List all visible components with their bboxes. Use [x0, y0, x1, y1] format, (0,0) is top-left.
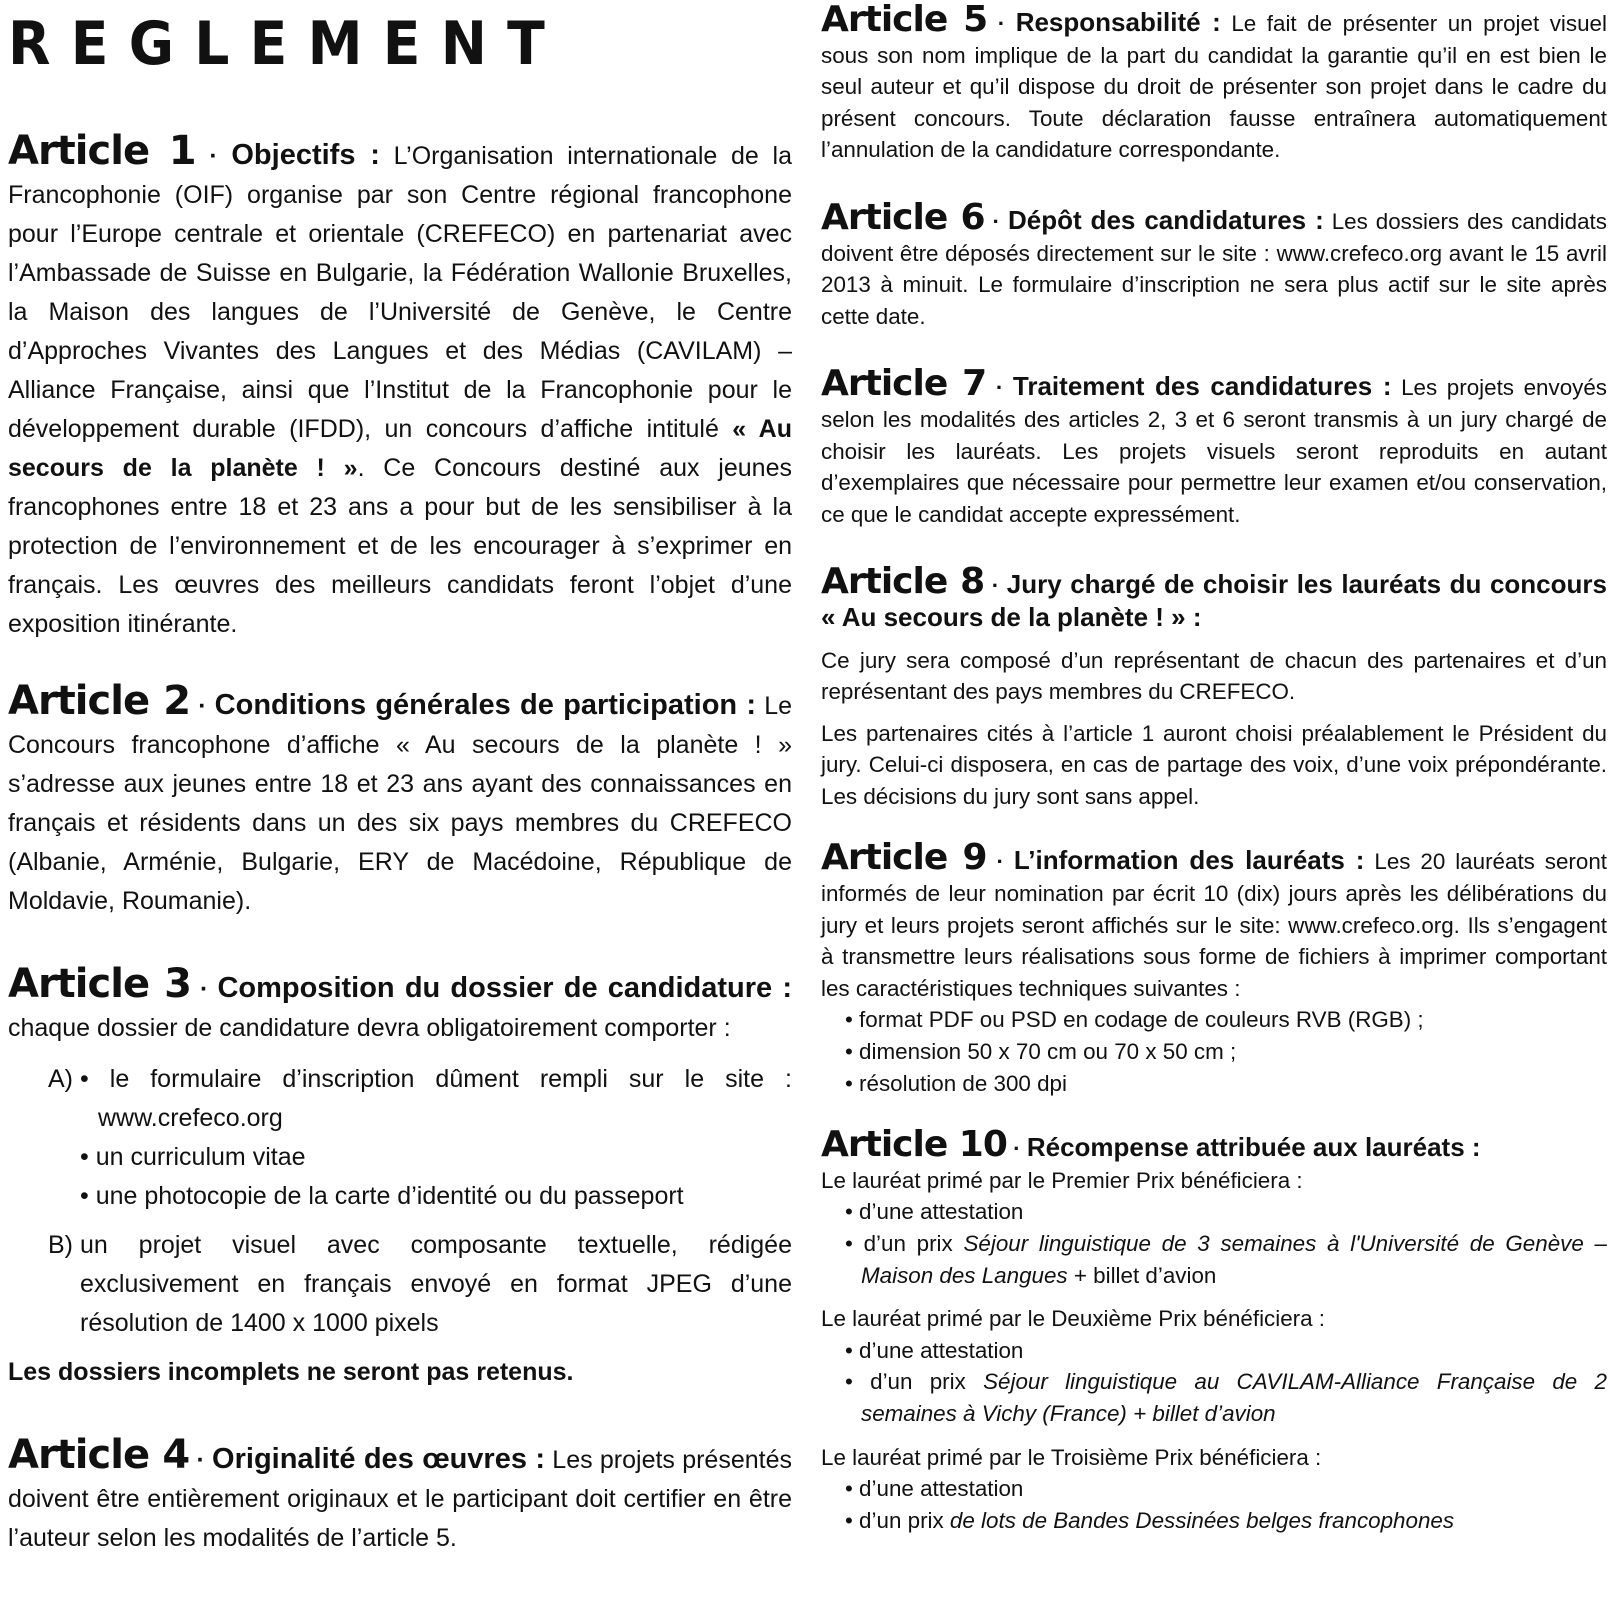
prize-2-item-2-italic: Séjour linguistique au CAVILAM-Alliance Française de 2 semaines à Vichy (France) + billet d’avion — [861, 1369, 1607, 1426]
article-6-heading: Dépôt des candidatures : — [1007, 204, 1324, 235]
article-5-text — [821, 0, 1607, 166]
article-2-text — [8, 678, 793, 921]
article-4 — [8, 1432, 792, 1558]
article-3-text — [8, 961, 792, 1048]
article-8-heading: Jury chargé de choisir les lauréats du concours « Au secours de la planète ! » : — [821, 569, 1607, 632]
article-2-body: Le Concours francophone d’affiche « Au secours de la planète ! » s’adresse aux jeunes entre 18 et 23 ans ayant des connaissances en français et résidents dans un des six pays membres du CREFECO (Albanie, Arménie, Bulgarie, ERY de Macédoine, République de Moldavie, Roumanie). — [8, 692, 793, 915]
article-1-label: Article 1 — [8, 128, 196, 174]
article-7-heading: Traitement des candidatures : — [1012, 371, 1392, 402]
item-a-1: • le formulaire d’inscription dûment rempli sur le site : www.crefeco.org — [80, 1065, 792, 1132]
prize-2-item-1: • d’une attestation — [845, 1337, 1024, 1363]
article-9-text — [821, 837, 1608, 1004]
article-7-text — [821, 363, 1607, 530]
article-7 — [821, 363, 1607, 530]
article-5-label: Article 5 — [821, 0, 988, 40]
article-1 — [8, 128, 792, 644]
article-8-p2: Les partenaires cités à l’article 1 auront choisi préalablement le Président du jury. Celui-ci disposera, en cas de partage des voix, d’une voix prépondérante. Les décisions du jury sont sans appel. — [821, 720, 1607, 809]
prize-1-item-2-pre: • d’un prix — [845, 1231, 964, 1256]
article-separator: · — [992, 208, 1000, 234]
item-a — [48, 1060, 792, 1216]
spec-item-format: • format PDF ou PSD en codage de couleurs RVB (RGB) ; — [845, 1007, 1424, 1033]
article-8-label: Article 8 — [821, 561, 985, 603]
article-1-text — [8, 128, 792, 644]
article-9-label: Article 9 — [821, 837, 987, 879]
article-3-note: Les dossiers incomplets ne seront pas retenus. — [8, 1358, 574, 1386]
prize-1-item-2-post: + billet d’avion — [1067, 1262, 1217, 1288]
article-separator: · — [209, 142, 218, 170]
article-1-body-end: . Ce Concours destiné aux jeunes francophones entre 18 et 23 ans a pour but de les sensibiliser à la protection de l’environnement et de les encourager à s’exprimer en français. Les œuvres des meilleurs candidats feront l’objet d’une exposition itinérante. — [8, 454, 792, 638]
prize-3-item-2-pre: • d’un prix — [845, 1507, 950, 1533]
article-8-title — [821, 561, 1607, 634]
prize-1-intro: Le lauréat primé par le Premier Prix bénéficiera : — [821, 1167, 1303, 1193]
page-title: REGLEMENT — [8, 9, 566, 79]
article-6 — [821, 196, 1607, 332]
article-separator: · — [198, 692, 207, 720]
article-2-label: Article 2 — [8, 678, 191, 724]
prize-3-item-2-italic: de lots de Bandes Dessinées belges francophones — [949, 1507, 1455, 1533]
item-a-3: • une photocopie de la carte d’identité ou du passeport — [80, 1182, 684, 1210]
article-9-heading: L’information des lauréats : — [1013, 845, 1365, 876]
article-3-intro: chaque dossier de candidature devra obligatoirement comporter : — [8, 1014, 731, 1042]
article-1-body: L’Organisation internationale de la Francophonie (OIF) organise par son Centre régional francophone pour l’Europe centrale et orientale (CREFECO) en partenariat avec l’Ambassade de Suisse en Bulgarie, la Fédération Wallonie Bruxelles, la Maison des langues de l’Université de Genève, le Centre d’Approches Vivantes des Langues et des Médias (CAVILAM) – Alliance Française, ainsi que l’Institut de la Francophonie pour le développement durable (IFDD), un concours d’affiche intitulé — [8, 142, 792, 443]
article-5-heading: Responsabilité : — [1015, 7, 1221, 37]
article-3 — [8, 961, 792, 1392]
prize-3-intro: Le lauréat primé par le Troisième Prix bénéficiera : — [821, 1444, 1322, 1470]
prize-2-item-2-pre: • d’un prix — [845, 1369, 984, 1395]
item-a-label: A) — [48, 1065, 73, 1093]
item-b — [48, 1226, 792, 1343]
article-4-body: Les projets présentés doivent être entièrement originaux et le participant doit certifier en être l’auteur selon les modalités de l’article 5. — [8, 1446, 792, 1552]
article-3-heading: Composition du dossier de candidature : — [217, 972, 792, 1004]
article-2 — [8, 678, 793, 921]
item-a-2: • un curriculum vitae — [80, 1143, 306, 1171]
article-4-text — [8, 1432, 792, 1558]
article-8 — [821, 561, 1607, 812]
prize-3-item-2 — [821, 1505, 1607, 1537]
contest-title: « Au secours de la planète ! » — [8, 415, 792, 482]
article-6-body: Les dossiers des candidats doivent être déposés directement sur le site : www.crefeco.org avant le 15 avril 2013 à minuit. Le formulaire d’inscription ne sera plus actif sur le site après cette date. — [821, 208, 1607, 329]
article-8-p1: Ce jury sera composé d’un représentant de chacun des partenaires et d’un représentant des pays membres du CREFECO. — [821, 647, 1607, 705]
item-b-text: un projet visuel avec composante textuelle, rédigée exclusivement en français envoyé en format JPEG d’une résolution de 1400 x 1000 pixels — [80, 1231, 792, 1337]
article-2-heading: Conditions générales de participation : — [214, 689, 757, 721]
article-separator: · — [997, 11, 1006, 36]
article-9 — [821, 837, 1608, 1099]
spec-item-dimension: • dimension 50 x 70 cm ou 70 x 50 cm ; — [845, 1039, 1237, 1065]
prize-2-intro: Le lauréat primé par le Deuxième Prix bénéficiera : — [821, 1306, 1326, 1332]
article-7-body: Les projets envoyés selon les modalités des articles 2, 3 et 6 seront transmis à un jury chargé de choisir les lauréats. Les projets visuels seront reproduits en autant d’exemplaires que nécessaire pour permettre leur examen et/ou conservation, ce que le candidat accepte expressément. — [821, 375, 1607, 527]
article-10 — [821, 1124, 1607, 1536]
article-5 — [821, 0, 1607, 166]
prize-1-item-2-italic: Séjour linguistique de 3 semaines à l'Université de Genève – Maison des Langues — [861, 1231, 1607, 1288]
article-separator: · — [200, 975, 209, 1003]
article-7-label: Article 7 — [821, 363, 987, 405]
spec-item-resolution: • résolution de 300 dpi — [845, 1070, 1067, 1096]
article-separator: · — [995, 375, 1004, 401]
article-separator: · — [1013, 1136, 1021, 1162]
article-10-heading: Récompense attribuée aux lauréats : — [1026, 1132, 1481, 1163]
article-separator: · — [991, 573, 1000, 599]
prize-1-item-2 — [821, 1228, 1607, 1291]
right-column — [821, 0, 1607, 1536]
article-4-label: Article 4 — [8, 1432, 190, 1478]
item-b-label: B) — [48, 1231, 73, 1259]
article-separator: · — [996, 849, 1004, 875]
left-column — [8, 0, 792, 1558]
article-4-heading: Originalité des œuvres : — [212, 1443, 546, 1475]
prize-2-item-2 — [821, 1366, 1607, 1429]
article-separator: · — [196, 1446, 205, 1474]
article-6-text — [821, 196, 1607, 332]
article-9-body: Les 20 lauréats seront informés de leur nomination par écrit 10 (dix) jours après les délibérations du jury et leurs projets seront affichés sur le site: www.crefeco.org. Ils s’engagent à transmettre leurs réalisations sous forme de fichiers à imprimer comportant les caractéristiques techniques suivantes : — [821, 849, 1608, 1001]
prize-3-item-1: • d’une attestation — [845, 1476, 1024, 1502]
article-3-label: Article 3 — [8, 961, 191, 1007]
article-10-label: Article 10 — [821, 1124, 1007, 1166]
article-5-body: Le fait de présenter un projet visuel sous son nom implique de la part du candidat la garantie qu’il en est bien le seul auteur et qu’il dispose du droit de présenter son projet dans le cadre du présent concours. Toute déclaration fausse entraînera automatiquement l’annulation de la candidature correspondante. — [821, 11, 1607, 163]
prize-1-item-1: • d’une attestation — [845, 1199, 1024, 1225]
article-1-heading: Objectifs : — [231, 139, 380, 171]
article-10-title — [821, 1124, 1607, 1166]
article-6-label: Article 6 — [821, 196, 985, 238]
